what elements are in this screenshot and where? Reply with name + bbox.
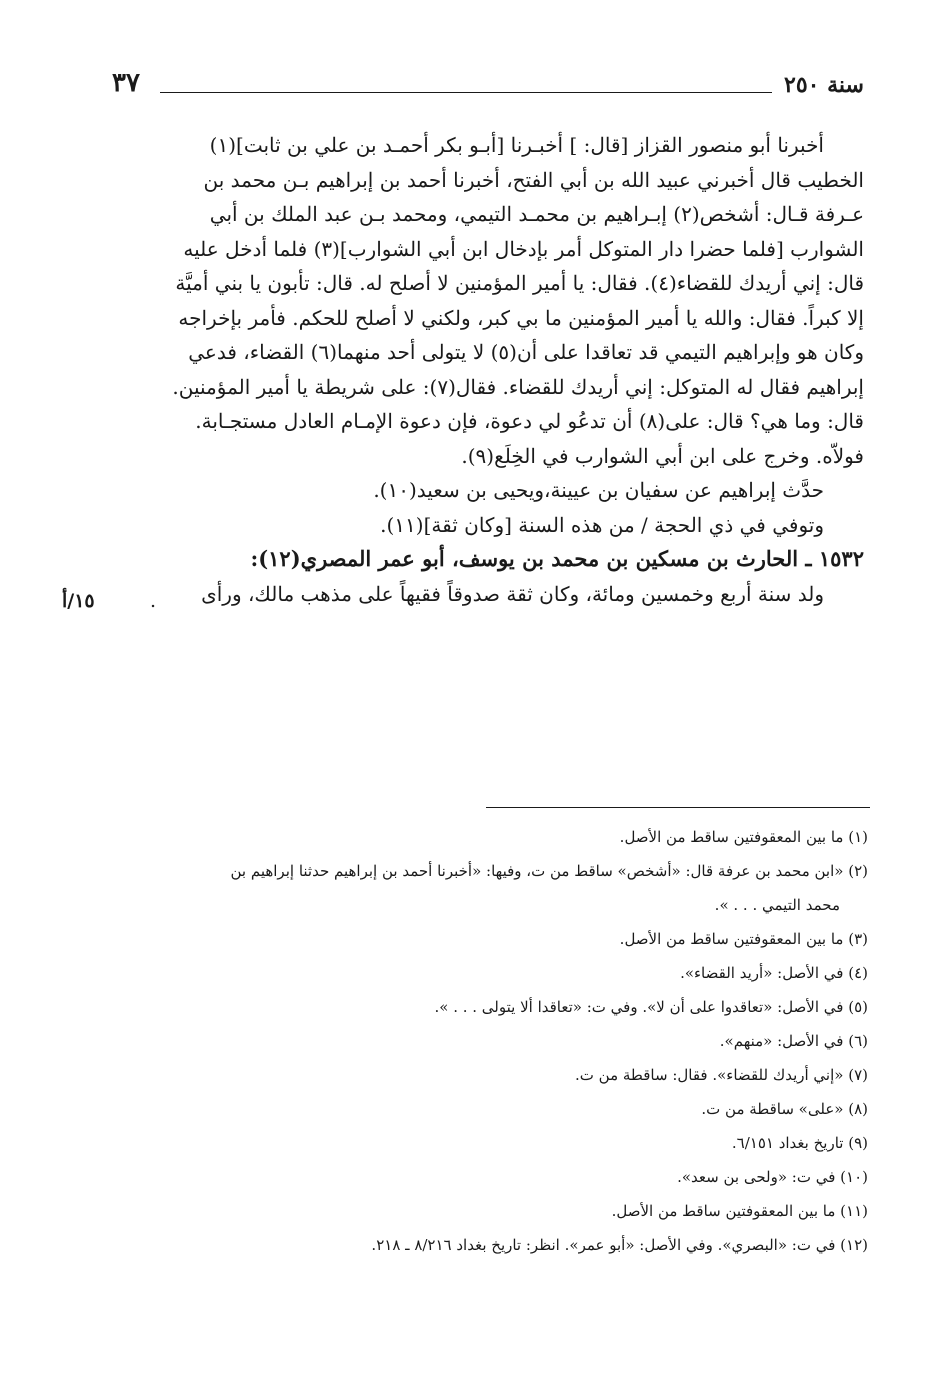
footnote: (١٠) في ت: «ولحى بن سعد». (677, 1168, 868, 1186)
main-text (118, 128, 864, 611)
footnote-rule (486, 807, 870, 808)
body-line: إبراهيم فقال له المتوكل: إني أريدك للقضاء. فقال(٧): على شريطة يا أمير المؤمنين. (172, 374, 864, 399)
page-header (112, 68, 864, 102)
footnote: (٥) في الأصل: «تعاقدوا على أن لا». وفي ت: «تعاقدا ألا يتولى . . . ». (434, 998, 868, 1016)
body-line: قال: إني أريدك للقضاء(٤). فقال: يا أمير المؤمنين لا أصلح له. قال: تأبون يا بني أميَّة (175, 271, 864, 295)
running-header-year: سنة ٢٥٠ (784, 72, 864, 98)
footnote: (٤) في الأصل: «أريد القضاء». (680, 964, 868, 982)
footnote: (٩) تاريخ بغداد ٦/١٥١. (731, 1134, 868, 1152)
margin-dot: . (150, 590, 157, 612)
body-line: وكان هو وإبراهيم التيمي قد تعاقدا على أن(٥) لا يتولى أحد منهما(٦) القضاء، فدعي (188, 340, 864, 364)
page-number: ٣٧ (112, 68, 140, 98)
margin-folio-reference: ١٥/أ (62, 590, 95, 612)
body-line: عـرفة قـال: أشخص(٢) إبـراهيم بن محمـد التيمي، ومحمد بـن عبد الملك بن أبي (209, 202, 864, 226)
footnote: (٢) «ابن محمد بن عرفة قال: «أشخص» ساقط من ت، وفيها: «أخبرنا أحمد بن إبراهيم حدثنا إبراهيم بن محمد التيمي . . . ». (230, 862, 868, 914)
body-line: فولاّه. وخرج على ابن أبي الشوارب في الخِلَع(٩). (461, 443, 864, 468)
body-line: الشوارب [فلما حضرا دار المتوكل أمر بإدخال ابن أبي الشوارب](٣) فلما أدخل عليه (183, 236, 864, 261)
body-line: حدَّث إبراهيم عن سفيان بن عيينة،ويحيى بن سعيد(١٠). (373, 478, 824, 502)
footnote: (١١) ما بين المعقوفتين ساقط من الأصل. (611, 1202, 868, 1220)
footnote: (٧) «إني أريدك للقضاء». فقال: ساقطة من ت. (575, 1066, 868, 1084)
body-line: ولد سنة أربع وخمسين ومائة، وكان ثقة صدوقاً فقيهاً على مذهب مالك، ورأى (201, 581, 824, 606)
entry-heading: ١٥٣٢ ـ الحارث بن مسكين بن محمد بن يوسف، أبو عمر المصري(١٢): (250, 546, 864, 571)
footnote: (٣) ما بين المعقوفتين ساقط من الأصل. (619, 930, 868, 948)
body-line: قال: وما هي؟ قال: على(٨) أن تدعُو لي دعوة، فإن دعوة الإمـام العادل مستجـابة. (195, 409, 864, 433)
body-line: أخبرنا أبو منصور القزاز [قال: ] أخبـرنا [أبـو بكر أحمـد بن علي بن ثابت](١) (209, 133, 824, 157)
header-rule (160, 92, 772, 93)
footnote: (١) ما بين المعقوفتين ساقط من الأصل. (619, 828, 868, 846)
footnotes (118, 820, 868, 1262)
body-line: الخطيب قال أخبرني عبيد الله بن أبي الفتح، أخبرنا أحمد بن إبراهيم بـن محمد بن (203, 167, 864, 192)
footnote: (٦) في الأصل: «منهم». (719, 1032, 868, 1050)
footnote: (١٢) في ت: «البصري». وفي الأصل: «أبو عمر». انظر: تاريخ بغداد ٨/٢١٦ ـ ٢١٨. (371, 1236, 868, 1254)
footnote: (٨) «على» ساقطة من ت. (701, 1100, 868, 1118)
body-line: إلا كبراً. فقال: والله يا أمير المؤمنين ما بي كبر، ولكني لا أصلح للحكم. فأمر بإخراجه (178, 305, 864, 330)
body-line: وتوفي في ذي الحجة / من هذه السنة [وكان ثقة](١١). (380, 512, 824, 537)
